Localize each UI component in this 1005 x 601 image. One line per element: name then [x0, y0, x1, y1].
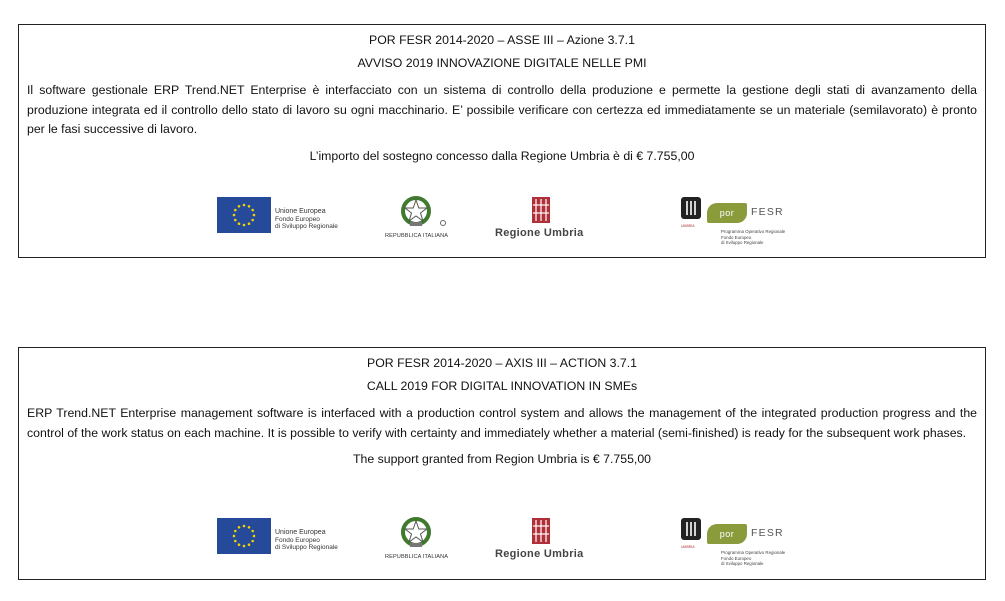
umbria-mark-icon — [532, 197, 550, 228]
notice-body: Il software gestionale ERP Trend.NET Enterprise è interfacciato con un sistema di controllo della produzione e permette la gestione degli stati di avanzamento della produzione integrata ed il controllo dello stato di lavoro su ogni macchinario. E’ possibile verificare con certezza ed immediatamente se un materiale (semilavorato) è pronto per le fasi successive di lavoro. — [27, 83, 977, 136]
eu-flag-icon — [217, 518, 271, 554]
notice-title: POR FESR 2014-2020 – ASSE III – Azione 3.7.1 — [369, 33, 635, 47]
notice-italian — [18, 24, 986, 258]
fesr-small-label: UMBRIA — [681, 224, 695, 228]
fesr-sub2: Fondo Europeo — [721, 555, 752, 561]
notice-title: POR FESR 2014-2020 – AXIS III – ACTION 3.7.1 — [367, 356, 637, 370]
regione-umbria-label: Regione Umbria — [495, 227, 584, 239]
fesr-por-word: por — [707, 524, 747, 544]
umbria-mark-icon — [532, 518, 550, 549]
fesr-fesr-word: FESR — [751, 206, 784, 218]
fesr-subtitle — [721, 550, 785, 567]
notice-subtitle: AVVISO 2019 INNOVAZIONE DIGITALE NELLE PMI — [357, 56, 647, 70]
notice-english — [18, 347, 986, 580]
eu-logo-text — [275, 208, 338, 231]
logo-strip — [19, 516, 985, 578]
eu-line2: Fondo Europeo — [275, 215, 320, 223]
eu-flag-icon — [217, 197, 271, 233]
eu-line2: Fondo Europeo — [275, 536, 320, 544]
italian-republic-label: REPUBBLICA ITALIANA — [385, 554, 449, 560]
logo-strip — [19, 195, 985, 257]
italian-republic-label: REPUBBLICA ITALIANA — [385, 233, 449, 239]
fesr-por-word: por — [707, 203, 747, 223]
notice-subtitle: CALL 2019 FOR DIGITAL INNOVATION IN SMEs — [366, 379, 638, 393]
eu-line3: di Sviluppo Regionale — [275, 544, 338, 551]
italian-emblem-icon — [399, 516, 433, 555]
fesr-sub1: Programma Operativo Regionale — [721, 550, 786, 555]
regione-umbria-label: Regione Umbria — [495, 548, 584, 560]
fesr-sub1: Programma Operativo Regionale — [721, 229, 786, 234]
notice-amount: The support granted from Region Umbria is € 7.755,00 — [352, 452, 652, 466]
eu-logo-text — [275, 529, 338, 552]
fesr-subtitle — [721, 229, 785, 246]
fesr-small-label: UMBRIA — [681, 545, 695, 549]
fesr-sub2: Fondo Europeo — [721, 234, 752, 240]
eu-line1: Unione Europea — [275, 529, 326, 536]
fesr-sub3: di Sviluppo Regionale — [721, 561, 764, 567]
registered-mark-icon — [440, 220, 446, 226]
eu-line1: Unione Europea — [275, 208, 326, 215]
fesr-sub3: di Sviluppo Regionale — [721, 240, 764, 246]
italian-emblem-icon — [399, 195, 433, 234]
notice-amount: L’importo del sostegno concesso dalla Regione Umbria è di € 7.755,00 — [309, 148, 695, 163]
eu-line3: di Sviluppo Regionale — [275, 223, 338, 230]
fesr-fesr-word: FESR — [751, 527, 784, 539]
notice-body: ERP Trend.NET Enterprise management software is interfaced with a production control system and allows the management of the integrated production progress and the control of the work status on each machine. It is possible to verify with certainty and immediately whether a material (semi-finished) is ready for the subsequent work phases. — [27, 406, 977, 440]
